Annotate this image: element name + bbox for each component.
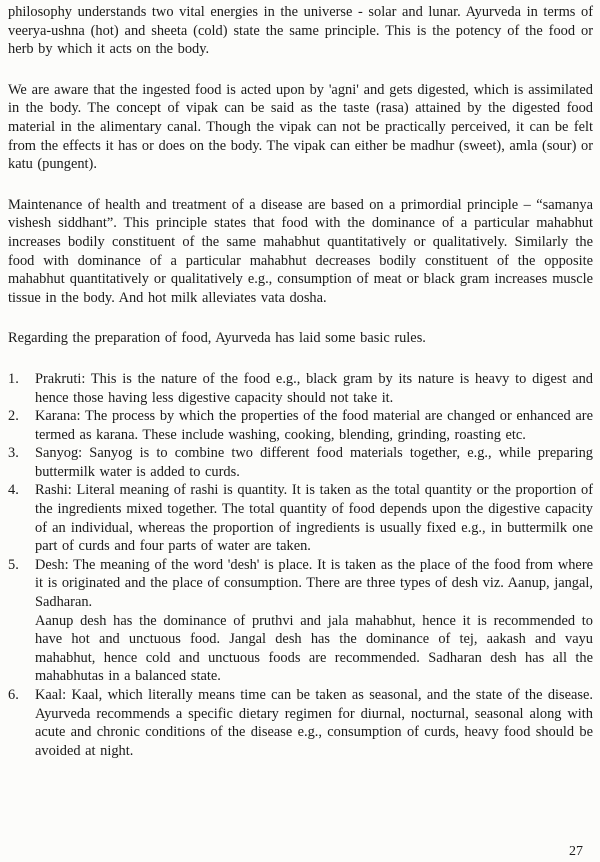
rule-text: Karana: The process by which the properties of the food material are changed or enhanced are termed as karana. These include washing, cooking, blending, grinding, roasting etc. <box>35 408 593 443</box>
paragraph-samanya-vishesh: Maintenance of health and treatment of a disease are based on a primordial principle – “samanya vishesh siddhant”. This principle states that food with the dominance of a particular mahabhut increases bodily constituent of the same mahabhut quantitatively or qualitatively. Similarly the food with dominance of a particular mahabhut decreases bodily constituent of the opposite mahabhut quantitatively or qualitatively e.g., consumption of meat or black gram increases muscle tissue in the body. And hot milk alleviates vata dosha. <box>8 196 593 306</box>
rule-text-continuation: Aanup desh has the dominance of pruthvi and jala mahabhut, hence it is recommended to have hot and unctuous food. Jangal desh has the dominance of tej, aakash and vayu mahabhut, hence cold and unctuous foods are recommended. Sadharan desh has all the mahabhutas in a balanced state. <box>35 612 593 685</box>
rule-text: Sanyog: Sanyog is to combine two different food materials together, e.g., while preparing buttermilk water is added to curds. <box>35 445 593 480</box>
rule-item-rashi <box>8 481 593 555</box>
rule-text: Kaal: Kaal, which literally means time can be taken as seasonal, and the state of the disease. Ayurveda recommends a specific dietary regimen for diurnal, nocturnal, seasonal along with acute and chronic conditions of the disease e.g., consumption of curds, heavy food should be avoided at night. <box>35 687 593 759</box>
paragraph-vipak: We are aware that the ingested food is acted upon by 'agni' and gets digested, which is assimilated in the body. The concept of vipak can be said as the taste (rasa) attained by the digested food material in the alimentary canal. Though the vipak can not be practically perceived, it can be felt from the effects it has or does on the body. The vipak can either be madhur (sweet), amla (sour) or katu (pungent). <box>8 81 593 173</box>
rule-text: Rashi: Literal meaning of rashi is quantity. It is taken as the total quantity or the proportion of the ingredients mixed together. The total quantity of food depends upon the digestive capacity of an individual, whereas the proportion of ingredients is usually fixed e.g., in buttermilk one part of curds and four parts of water are taken. <box>35 482 593 555</box>
rule-number: 4. <box>8 482 19 499</box>
rule-text-group <box>35 556 593 686</box>
rule-number: 5. <box>8 556 19 573</box>
rule-number: 3. <box>8 445 19 462</box>
page-number: 27 <box>569 844 583 859</box>
rule-text: Desh: The meaning of the word 'desh' is place. It is taken as the place of the food from where it is originated and the place of consumption. There are three types of desh viz. Aanup, jangal, Sadharan. <box>35 556 593 611</box>
rule-item-desh <box>8 556 593 686</box>
paragraph-potency: philosophy understands two vital energies in the universe - solar and lunar. Ayurveda in terms of veerya-ushna (hot) and sheeta (cold) state the same principle. This is the potency of the food or herb by which it acts on the body. <box>8 4 593 58</box>
rules-list <box>8 370 593 760</box>
paragraph-rules-intro: Regarding the preparation of food, Ayurveda has laid some basic rules. <box>8 330 426 347</box>
rule-item-karana <box>8 407 593 444</box>
rule-number: 6. <box>8 687 19 703</box>
rule-item-sanyog <box>8 444 593 481</box>
rule-item-prakruti <box>8 370 593 407</box>
rule-item-kaal <box>8 686 593 760</box>
rule-text: Prakruti: This is the nature of the food e.g., black gram by its nature is heavy to digest and hence those having less digestive capacity should not take it. <box>35 370 593 406</box>
rule-number: 1. <box>8 370 19 387</box>
rule-number: 2. <box>8 408 19 425</box>
